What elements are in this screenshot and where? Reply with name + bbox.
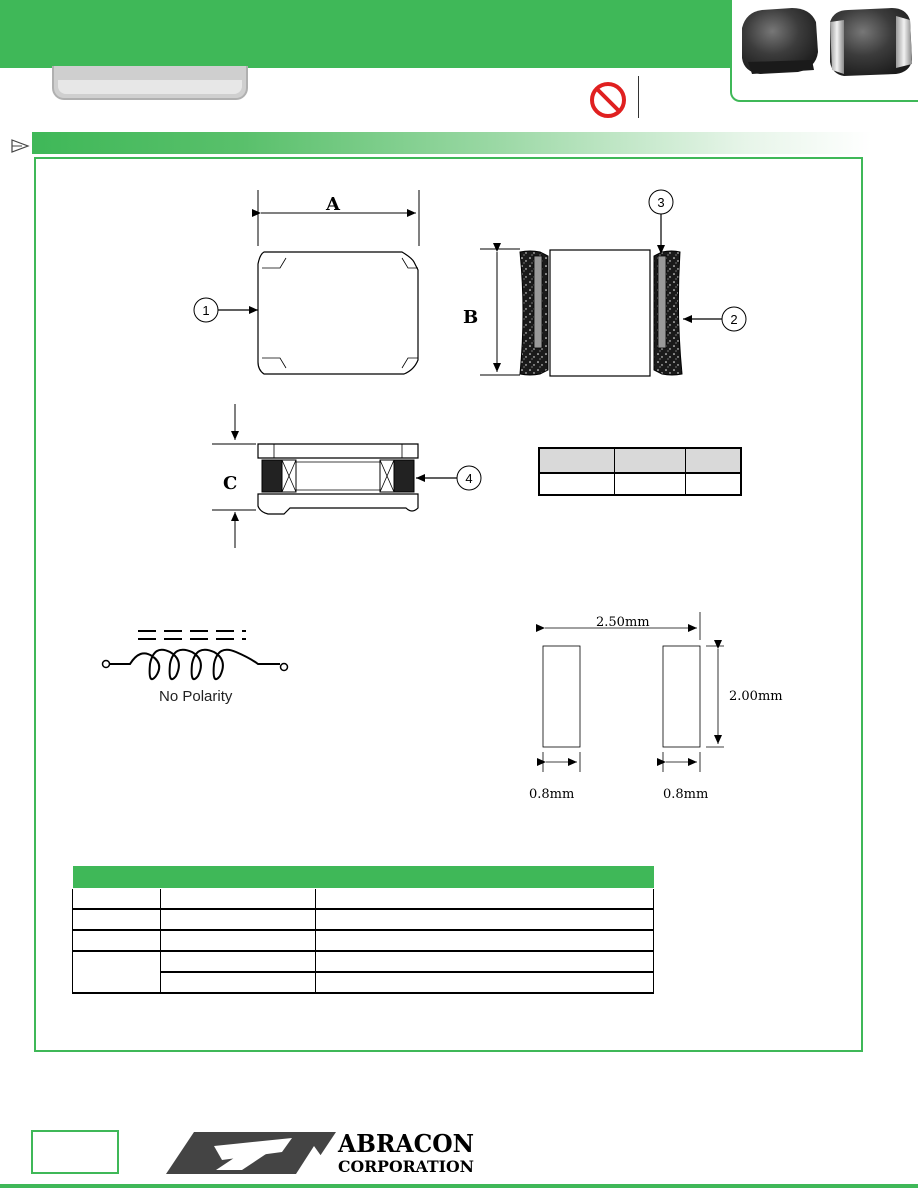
dimension-b-label: B — [463, 307, 479, 328]
polarity-label: No Polarity — [159, 688, 233, 705]
spec-table-cell — [73, 930, 161, 951]
spec-table-cell — [316, 951, 654, 972]
spec-table-header — [161, 866, 316, 889]
spec-table-cell — [316, 889, 654, 910]
spec-table-cell — [161, 889, 316, 910]
dimension-table — [538, 447, 742, 496]
dimension-table-cell — [615, 473, 686, 495]
page-number-box — [31, 1130, 119, 1174]
land-height-label: 2.00mm — [729, 689, 783, 704]
spec-table-cell — [316, 930, 654, 951]
dimension-c-label: C — [223, 473, 238, 494]
callout-3: 3 — [657, 195, 665, 210]
pad-left-width-label: 0.8mm — [529, 787, 575, 802]
footer-line — [0, 1184, 918, 1188]
table-row — [73, 909, 654, 930]
dimension-table-header — [686, 448, 742, 473]
spec-table-cell — [316, 909, 654, 930]
callout-1: 1 — [202, 303, 210, 318]
spec-table-header — [316, 866, 654, 889]
top-view-drawing — [194, 190, 419, 374]
front-view-drawing — [212, 404, 481, 548]
land-width-label: 2.50mm — [596, 615, 650, 630]
spec-table-header — [73, 866, 161, 889]
dimension-table-header — [539, 448, 615, 473]
callout-4: 4 — [465, 471, 473, 486]
spec-table-cell — [161, 909, 316, 930]
spec-table-cell — [73, 951, 161, 993]
spec-table-cell — [73, 889, 161, 910]
dimension-table-cell — [539, 473, 615, 495]
spec-table-cell — [161, 930, 316, 951]
table-row — [73, 889, 654, 910]
table-row — [73, 930, 654, 951]
spec-table-cell — [316, 972, 654, 993]
callout-2: 2 — [730, 312, 738, 327]
logo-line-1: ABRACON — [337, 1129, 474, 1158]
inductor-coil-icon — [103, 631, 288, 679]
table-row — [73, 972, 654, 993]
spec-table-cell — [161, 972, 316, 993]
land-pattern-drawing — [543, 612, 724, 772]
spec-table-cell — [73, 909, 161, 930]
abracon-logo — [166, 1128, 496, 1178]
spec-table-cell — [161, 951, 316, 972]
pad-right-width-label: 0.8mm — [663, 787, 709, 802]
dimension-a-label: A — [326, 194, 340, 215]
dimension-table-cell — [686, 473, 742, 495]
side-view-drawing — [480, 190, 746, 376]
specification-table — [72, 866, 654, 994]
table-row — [73, 951, 654, 972]
dimension-table-header — [615, 448, 686, 473]
logo-line-2: CORPORATION — [338, 1157, 474, 1176]
